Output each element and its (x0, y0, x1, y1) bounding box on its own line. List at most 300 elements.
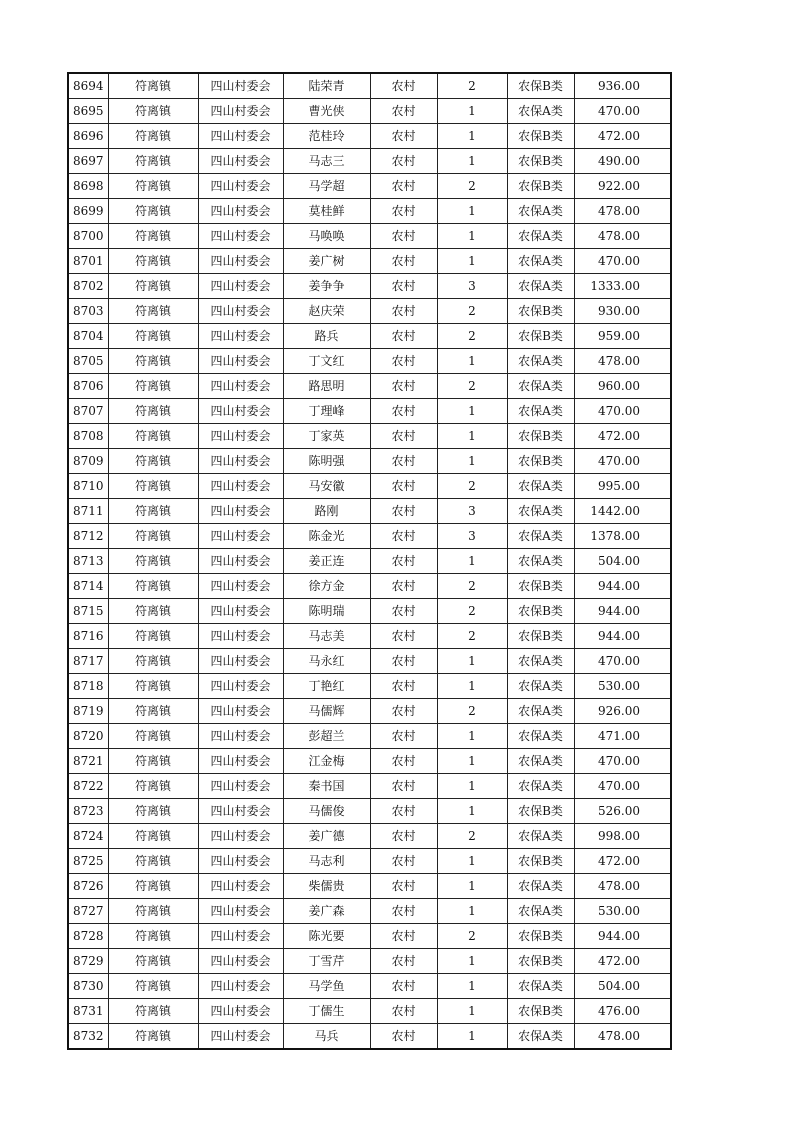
cell-member-count: 2 (437, 324, 507, 349)
cell-serial-number: 8723 (68, 799, 108, 824)
cell-amount: 530.00 (574, 674, 671, 699)
cell-household-type: 农村 (370, 549, 437, 574)
cell-household-type: 农村 (370, 699, 437, 724)
cell-serial-number: 8711 (68, 499, 108, 524)
cell-household-type: 农村 (370, 449, 437, 474)
cell-village-committee: 四山村委会 (198, 499, 283, 524)
cell-town: 符离镇 (108, 449, 198, 474)
cell-serial-number: 8714 (68, 574, 108, 599)
cell-insurance-category: 农保B类 (507, 574, 574, 599)
cell-town: 符离镇 (108, 924, 198, 949)
table-row (68, 799, 671, 824)
cell-amount: 944.00 (574, 924, 671, 949)
cell-insurance-category: 农保B类 (507, 449, 574, 474)
cell-town: 符离镇 (108, 574, 198, 599)
cell-person-name: 姜正连 (283, 549, 370, 574)
cell-town: 符离镇 (108, 124, 198, 149)
cell-insurance-category: 农保A类 (507, 524, 574, 549)
cell-person-name: 陆荣青 (283, 73, 370, 99)
cell-amount: 998.00 (574, 824, 671, 849)
cell-amount: 478.00 (574, 1024, 671, 1050)
cell-serial-number: 8709 (68, 449, 108, 474)
cell-household-type: 农村 (370, 724, 437, 749)
cell-member-count: 1 (437, 999, 507, 1024)
cell-town: 符离镇 (108, 474, 198, 499)
cell-household-type: 农村 (370, 149, 437, 174)
cell-serial-number: 8729 (68, 949, 108, 974)
cell-member-count: 1 (437, 899, 507, 924)
table-row (68, 924, 671, 949)
cell-town: 符离镇 (108, 849, 198, 874)
cell-serial-number: 8706 (68, 374, 108, 399)
table-row (68, 274, 671, 299)
cell-member-count: 1 (437, 749, 507, 774)
cell-amount: 478.00 (574, 874, 671, 899)
cell-serial-number: 8703 (68, 299, 108, 324)
cell-serial-number: 8708 (68, 424, 108, 449)
cell-insurance-category: 农保A类 (507, 349, 574, 374)
table-row (68, 524, 671, 549)
cell-amount: 960.00 (574, 374, 671, 399)
cell-amount: 922.00 (574, 174, 671, 199)
cell-town: 符离镇 (108, 899, 198, 924)
cell-member-count: 2 (437, 824, 507, 849)
cell-insurance-category: 农保A类 (507, 724, 574, 749)
cell-insurance-category: 农保A类 (507, 874, 574, 899)
cell-insurance-category: 农保B类 (507, 73, 574, 99)
cell-insurance-category: 农保A类 (507, 224, 574, 249)
cell-village-committee: 四山村委会 (198, 599, 283, 624)
cell-insurance-category: 农保B类 (507, 624, 574, 649)
table-row (68, 849, 671, 874)
table-row (68, 99, 671, 124)
cell-member-count: 3 (437, 524, 507, 549)
cell-insurance-category: 农保B类 (507, 799, 574, 824)
cell-serial-number: 8716 (68, 624, 108, 649)
table-row (68, 73, 671, 99)
cell-insurance-category: 农保B类 (507, 149, 574, 174)
cell-village-committee: 四山村委会 (198, 399, 283, 424)
cell-amount: 530.00 (574, 899, 671, 924)
cell-member-count: 1 (437, 949, 507, 974)
cell-town: 符离镇 (108, 774, 198, 799)
cell-amount: 1333.00 (574, 274, 671, 299)
cell-village-committee: 四山村委会 (198, 974, 283, 999)
cell-amount: 472.00 (574, 124, 671, 149)
cell-person-name: 姜广树 (283, 249, 370, 274)
cell-village-committee: 四山村委会 (198, 174, 283, 199)
cell-member-count: 2 (437, 574, 507, 599)
cell-amount: 936.00 (574, 73, 671, 99)
cell-town: 符离镇 (108, 73, 198, 99)
cell-serial-number: 8715 (68, 599, 108, 624)
cell-amount: 944.00 (574, 599, 671, 624)
cell-insurance-category: 农保B类 (507, 124, 574, 149)
table-row (68, 124, 671, 149)
cell-amount: 470.00 (574, 249, 671, 274)
cell-member-count: 1 (437, 799, 507, 824)
cell-household-type: 农村 (370, 749, 437, 774)
cell-town: 符离镇 (108, 299, 198, 324)
cell-household-type: 农村 (370, 399, 437, 424)
cell-amount: 472.00 (574, 849, 671, 874)
cell-village-committee: 四山村委会 (198, 524, 283, 549)
table-row (68, 249, 671, 274)
cell-town: 符离镇 (108, 1024, 198, 1050)
cell-person-name: 丁儒生 (283, 999, 370, 1024)
cell-amount: 470.00 (574, 774, 671, 799)
cell-person-name: 姜广德 (283, 824, 370, 849)
cell-insurance-category: 农保B类 (507, 924, 574, 949)
cell-amount: 490.00 (574, 149, 671, 174)
cell-town: 符离镇 (108, 624, 198, 649)
cell-serial-number: 8732 (68, 1024, 108, 1050)
table-row (68, 724, 671, 749)
cell-serial-number: 8699 (68, 199, 108, 224)
cell-amount: 944.00 (574, 624, 671, 649)
cell-household-type: 农村 (370, 499, 437, 524)
table-row (68, 974, 671, 999)
cell-household-type: 农村 (370, 674, 437, 699)
cell-person-name: 马儒辉 (283, 699, 370, 724)
cell-village-committee: 四山村委会 (198, 899, 283, 924)
cell-village-committee: 四山村委会 (198, 874, 283, 899)
cell-member-count: 2 (437, 599, 507, 624)
table-body (68, 73, 671, 1049)
cell-town: 符离镇 (108, 599, 198, 624)
cell-person-name: 徐方金 (283, 574, 370, 599)
cell-household-type: 农村 (370, 824, 437, 849)
cell-household-type: 农村 (370, 1024, 437, 1050)
cell-amount: 1442.00 (574, 499, 671, 524)
cell-village-committee: 四山村委会 (198, 799, 283, 824)
cell-member-count: 1 (437, 649, 507, 674)
cell-village-committee: 四山村委会 (198, 999, 283, 1024)
table-row (68, 824, 671, 849)
cell-village-committee: 四山村委会 (198, 73, 283, 99)
cell-village-committee: 四山村委会 (198, 574, 283, 599)
cell-town: 符离镇 (108, 674, 198, 699)
cell-serial-number: 8696 (68, 124, 108, 149)
cell-serial-number: 8695 (68, 99, 108, 124)
cell-insurance-category: 农保B类 (507, 324, 574, 349)
cell-village-committee: 四山村委会 (198, 374, 283, 399)
cell-household-type: 农村 (370, 299, 437, 324)
cell-member-count: 1 (437, 1024, 507, 1050)
cell-town: 符离镇 (108, 549, 198, 574)
cell-serial-number: 8705 (68, 349, 108, 374)
cell-member-count: 3 (437, 274, 507, 299)
cell-insurance-category: 农保B类 (507, 424, 574, 449)
cell-household-type: 农村 (370, 574, 437, 599)
cell-household-type: 农村 (370, 99, 437, 124)
cell-household-type: 农村 (370, 649, 437, 674)
cell-person-name: 马志美 (283, 624, 370, 649)
table-row (68, 699, 671, 724)
cell-household-type: 农村 (370, 524, 437, 549)
cell-household-type: 农村 (370, 874, 437, 899)
cell-amount: 478.00 (574, 199, 671, 224)
cell-serial-number: 8701 (68, 249, 108, 274)
cell-insurance-category: 农保B类 (507, 299, 574, 324)
cell-member-count: 2 (437, 924, 507, 949)
cell-town: 符离镇 (108, 99, 198, 124)
cell-household-type: 农村 (370, 949, 437, 974)
cell-person-name: 丁文红 (283, 349, 370, 374)
table-row (68, 374, 671, 399)
cell-member-count: 1 (437, 399, 507, 424)
cell-town: 符离镇 (108, 499, 198, 524)
cell-person-name: 丁理峰 (283, 399, 370, 424)
table-row (68, 899, 671, 924)
cell-town: 符离镇 (108, 349, 198, 374)
table-row (68, 949, 671, 974)
cell-village-committee: 四山村委会 (198, 224, 283, 249)
cell-serial-number: 8704 (68, 324, 108, 349)
cell-village-committee: 四山村委会 (198, 349, 283, 374)
table-row (68, 674, 671, 699)
cell-person-name: 马学超 (283, 174, 370, 199)
cell-town: 符离镇 (108, 324, 198, 349)
cell-amount: 478.00 (574, 224, 671, 249)
cell-insurance-category: 农保A类 (507, 274, 574, 299)
cell-town: 符离镇 (108, 149, 198, 174)
cell-town: 符离镇 (108, 749, 198, 774)
cell-serial-number: 8721 (68, 749, 108, 774)
cell-person-name: 秦书国 (283, 774, 370, 799)
cell-village-committee: 四山村委会 (198, 724, 283, 749)
cell-insurance-category: 农保A类 (507, 374, 574, 399)
cell-person-name: 丁家英 (283, 424, 370, 449)
cell-village-committee: 四山村委会 (198, 474, 283, 499)
cell-person-name: 路刚 (283, 499, 370, 524)
cell-village-committee: 四山村委会 (198, 824, 283, 849)
cell-village-committee: 四山村委会 (198, 949, 283, 974)
cell-insurance-category: 农保A类 (507, 749, 574, 774)
cell-amount: 995.00 (574, 474, 671, 499)
cell-insurance-category: 农保A类 (507, 899, 574, 924)
cell-village-committee: 四山村委会 (198, 624, 283, 649)
cell-household-type: 农村 (370, 374, 437, 399)
cell-amount: 471.00 (574, 724, 671, 749)
cell-insurance-category: 农保A类 (507, 99, 574, 124)
table-row (68, 299, 671, 324)
cell-village-committee: 四山村委会 (198, 324, 283, 349)
cell-household-type: 农村 (370, 224, 437, 249)
cell-member-count: 2 (437, 299, 507, 324)
cell-person-name: 马志三 (283, 149, 370, 174)
table-row (68, 574, 671, 599)
cell-household-type: 农村 (370, 849, 437, 874)
cell-town: 符离镇 (108, 274, 198, 299)
cell-town: 符离镇 (108, 224, 198, 249)
cell-person-name: 姜争争 (283, 274, 370, 299)
cell-person-name: 马永红 (283, 649, 370, 674)
cell-amount: 470.00 (574, 749, 671, 774)
cell-member-count: 2 (437, 624, 507, 649)
cell-town: 符离镇 (108, 249, 198, 274)
cell-member-count: 1 (437, 974, 507, 999)
cell-member-count: 1 (437, 774, 507, 799)
table-row (68, 774, 671, 799)
table-row (68, 149, 671, 174)
cell-serial-number: 8707 (68, 399, 108, 424)
cell-person-name: 马儒俊 (283, 799, 370, 824)
cell-insurance-category: 农保B类 (507, 174, 574, 199)
cell-serial-number: 8728 (68, 924, 108, 949)
table-row (68, 449, 671, 474)
cell-village-committee: 四山村委会 (198, 424, 283, 449)
table-row (68, 874, 671, 899)
cell-serial-number: 8730 (68, 974, 108, 999)
cell-insurance-category: 农保A类 (507, 249, 574, 274)
cell-person-name: 曹光侠 (283, 99, 370, 124)
cell-person-name: 马唤唤 (283, 224, 370, 249)
cell-amount: 470.00 (574, 99, 671, 124)
cell-town: 符离镇 (108, 974, 198, 999)
cell-town: 符离镇 (108, 724, 198, 749)
cell-village-committee: 四山村委会 (198, 849, 283, 874)
cell-amount: 472.00 (574, 949, 671, 974)
cell-member-count: 2 (437, 374, 507, 399)
cell-town: 符离镇 (108, 374, 198, 399)
cell-insurance-category: 农保A类 (507, 499, 574, 524)
cell-insurance-category: 农保B类 (507, 999, 574, 1024)
cell-member-count: 2 (437, 73, 507, 99)
cell-serial-number: 8710 (68, 474, 108, 499)
cell-amount: 944.00 (574, 574, 671, 599)
cell-serial-number: 8694 (68, 73, 108, 99)
cell-town: 符离镇 (108, 874, 198, 899)
cell-household-type: 农村 (370, 424, 437, 449)
cell-serial-number: 8712 (68, 524, 108, 549)
cell-town: 符离镇 (108, 424, 198, 449)
table-row (68, 424, 671, 449)
cell-village-committee: 四山村委会 (198, 249, 283, 274)
cell-member-count: 1 (437, 99, 507, 124)
cell-town: 符离镇 (108, 399, 198, 424)
cell-village-committee: 四山村委会 (198, 549, 283, 574)
cell-household-type: 农村 (370, 599, 437, 624)
cell-member-count: 1 (437, 224, 507, 249)
cell-household-type: 农村 (370, 774, 437, 799)
cell-person-name: 陈明瑞 (283, 599, 370, 624)
cell-person-name: 赵庆荣 (283, 299, 370, 324)
cell-amount: 478.00 (574, 349, 671, 374)
cell-village-committee: 四山村委会 (198, 274, 283, 299)
data-table (67, 72, 672, 1050)
cell-serial-number: 8700 (68, 224, 108, 249)
cell-household-type: 农村 (370, 474, 437, 499)
cell-town: 符离镇 (108, 699, 198, 724)
cell-serial-number: 8713 (68, 549, 108, 574)
cell-person-name: 丁艳红 (283, 674, 370, 699)
cell-household-type: 农村 (370, 199, 437, 224)
cell-amount: 472.00 (574, 424, 671, 449)
cell-amount: 470.00 (574, 399, 671, 424)
cell-village-committee: 四山村委会 (198, 774, 283, 799)
cell-serial-number: 8698 (68, 174, 108, 199)
cell-town: 符离镇 (108, 174, 198, 199)
table-row (68, 349, 671, 374)
cell-village-committee: 四山村委会 (198, 674, 283, 699)
cell-person-name: 陈明强 (283, 449, 370, 474)
cell-amount: 1378.00 (574, 524, 671, 549)
cell-person-name: 路兵 (283, 324, 370, 349)
cell-insurance-category: 农保A类 (507, 199, 574, 224)
cell-village-committee: 四山村委会 (198, 699, 283, 724)
table-row (68, 199, 671, 224)
cell-member-count: 1 (437, 874, 507, 899)
cell-serial-number: 8726 (68, 874, 108, 899)
cell-amount: 959.00 (574, 324, 671, 349)
cell-village-committee: 四山村委会 (198, 924, 283, 949)
cell-amount: 504.00 (574, 974, 671, 999)
cell-household-type: 农村 (370, 799, 437, 824)
cell-household-type: 农村 (370, 999, 437, 1024)
cell-household-type: 农村 (370, 274, 437, 299)
cell-insurance-category: 农保A类 (507, 1024, 574, 1050)
table-row (68, 174, 671, 199)
table-row (68, 224, 671, 249)
cell-member-count: 1 (437, 449, 507, 474)
cell-village-committee: 四山村委会 (198, 99, 283, 124)
cell-member-count: 2 (437, 174, 507, 199)
table-row (68, 399, 671, 424)
cell-person-name: 陈光要 (283, 924, 370, 949)
cell-household-type: 农村 (370, 924, 437, 949)
cell-member-count: 1 (437, 249, 507, 274)
cell-village-committee: 四山村委会 (198, 199, 283, 224)
cell-insurance-category: 农保A类 (507, 699, 574, 724)
cell-town: 符离镇 (108, 999, 198, 1024)
cell-member-count: 2 (437, 474, 507, 499)
cell-serial-number: 8720 (68, 724, 108, 749)
table-row (68, 749, 671, 774)
cell-serial-number: 8717 (68, 649, 108, 674)
cell-person-name: 马安徽 (283, 474, 370, 499)
cell-insurance-category: 农保A类 (507, 824, 574, 849)
cell-person-name: 马兵 (283, 1024, 370, 1050)
cell-village-committee: 四山村委会 (198, 449, 283, 474)
cell-member-count: 1 (437, 674, 507, 699)
cell-household-type: 农村 (370, 974, 437, 999)
table-row (68, 649, 671, 674)
cell-town: 符离镇 (108, 199, 198, 224)
cell-amount: 470.00 (574, 449, 671, 474)
table-row (68, 624, 671, 649)
cell-member-count: 1 (437, 849, 507, 874)
cell-household-type: 农村 (370, 73, 437, 99)
cell-person-name: 柴儒贵 (283, 874, 370, 899)
cell-serial-number: 8702 (68, 274, 108, 299)
table-row (68, 324, 671, 349)
cell-village-committee: 四山村委会 (198, 299, 283, 324)
cell-amount: 476.00 (574, 999, 671, 1024)
table-row (68, 549, 671, 574)
cell-member-count: 1 (437, 549, 507, 574)
cell-person-name: 马学鱼 (283, 974, 370, 999)
cell-village-committee: 四山村委会 (198, 649, 283, 674)
table-row (68, 474, 671, 499)
cell-insurance-category: 农保A类 (507, 674, 574, 699)
cell-member-count: 2 (437, 699, 507, 724)
cell-amount: 504.00 (574, 549, 671, 574)
cell-insurance-category: 农保B类 (507, 949, 574, 974)
cell-household-type: 农村 (370, 249, 437, 274)
cell-insurance-category: 农保B类 (507, 599, 574, 624)
cell-serial-number: 8727 (68, 899, 108, 924)
